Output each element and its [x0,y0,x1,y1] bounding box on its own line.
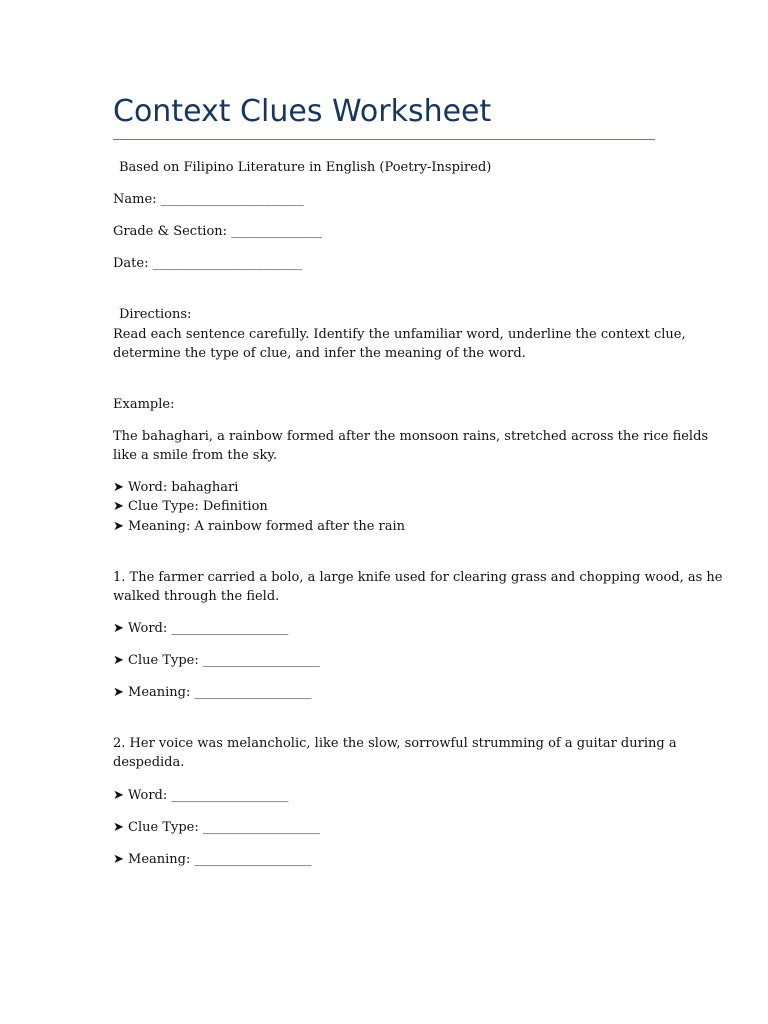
item-2-sentence-line2: despedida. [113,755,185,770]
date-field: Date: _______________________ [113,256,303,271]
item-2-sentence-line1: 2. Her voice was melancholic, like the slow, sorrowful strumming of a guitar during a [113,736,677,751]
item-2-word: ➤ Word: __________________ [113,788,289,803]
item-1-word: ➤ Word: __________________ [113,621,289,636]
directions-text-line1: Read each sentence carefully. Identify the unfamiliar word, underline the context clue, [113,327,686,342]
item-1-sentence-line2: walked through the field. [113,589,280,604]
directions-text-line2: determine the type of clue, and infer the meaning of the word. [113,346,526,361]
item-1-sentence-line1: 1. The farmer carried a bolo, a large knife used for clearing grass and chopping wood, as he [113,570,723,585]
item-1-meaning: ➤ Meaning: __________________ [113,685,312,700]
example-word: ➤ Word: bahaghari [113,480,239,495]
item-1-clue-type: ➤ Clue Type: __________________ [113,653,320,668]
example-sentence-line2: like a smile from the sky. [113,448,278,463]
title-underline [113,139,655,140]
name-field: Name: ______________________ [113,192,304,207]
grade-section-field: Grade & Section: ______________ [113,224,323,239]
example-heading: Example: [113,397,175,412]
item-2-clue-type: ➤ Clue Type: __________________ [113,820,320,835]
page-title: Context Clues Worksheet [113,94,492,129]
example-clue-type: ➤ Clue Type: Definition [113,499,268,514]
subtitle: Based on Filipino Literature in English (Poetry-Inspired) [119,160,492,175]
directions-heading: Directions: [119,307,192,322]
example-meaning: ➤ Meaning: A rainbow formed after the rain [113,519,406,534]
item-2-meaning: ➤ Meaning: __________________ [113,852,312,867]
example-sentence-line1: The bahaghari, a rainbow formed after the monsoon rains, stretched across the rice fields [113,429,709,444]
